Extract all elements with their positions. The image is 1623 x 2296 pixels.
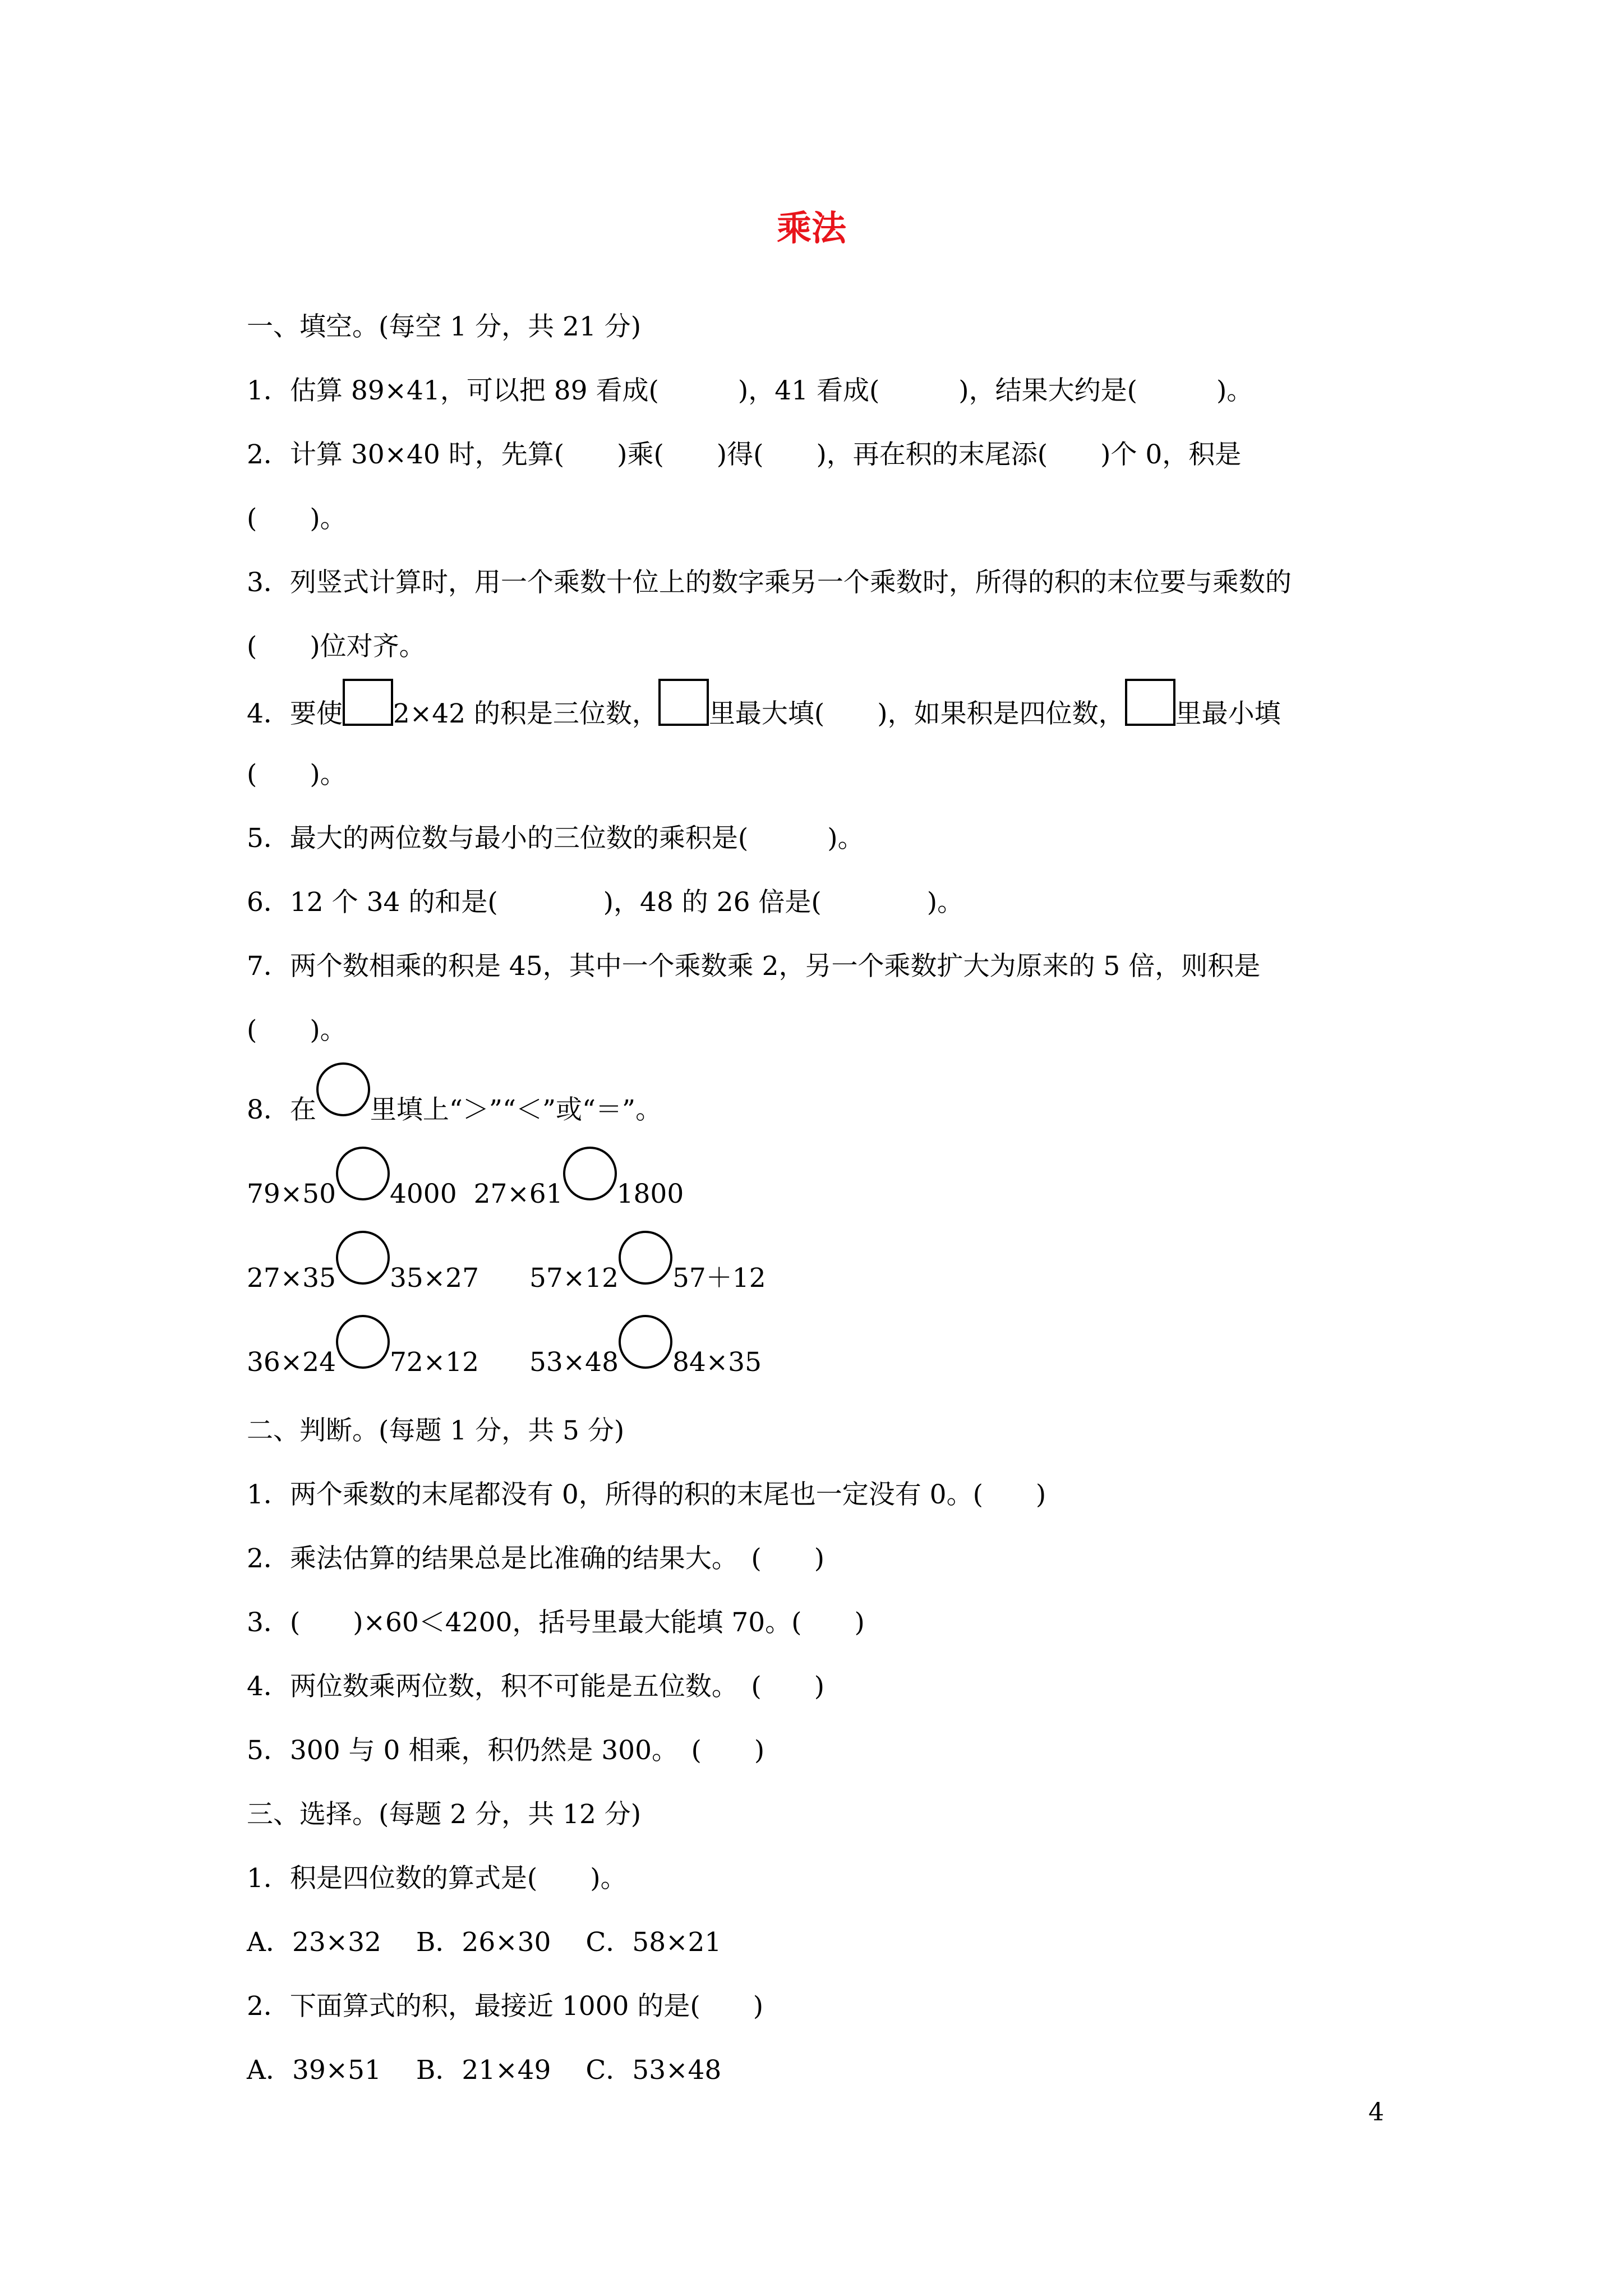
fill-question-4 xyxy=(247,679,1391,743)
compare-right: 35×27 xyxy=(390,1263,479,1294)
fill-question-3-cont: ( )位对齐。 xyxy=(247,631,426,662)
page-number: 4 xyxy=(1368,2098,1384,2127)
fill-question-4-cont: ( )。 xyxy=(247,759,347,790)
fill-question-5: 5．最大的两位数与最小的三位数的乘积是( )。 xyxy=(247,823,864,854)
q4-text-b: 2×42 的积是三位数， xyxy=(393,698,658,729)
judge-item-2: 2．乘法估算的结果总是比准确的结果大。 ( ) xyxy=(247,1543,825,1574)
section-fill-heading: 一、填空。(每空 1 分，共 21 分) xyxy=(247,311,642,342)
page-title: 乘法 xyxy=(776,208,846,249)
fill-question-2: 2．计算 30×40 时，先算( )乘( )得( )，再在积的末尾添( )个 0，积是 xyxy=(247,439,1242,470)
compare-left: 27×35 xyxy=(247,1263,336,1294)
section-judge-heading: 二、判断。(每题 1 分，共 5 分) xyxy=(247,1415,625,1446)
q4-text-d: 里最小填 xyxy=(1175,698,1281,729)
section-choice-heading: 三、选择。(每题 2 分，共 12 分) xyxy=(247,1799,642,1830)
compare-left: 27×61 xyxy=(473,1179,563,1209)
compare-circle[interactable] xyxy=(336,1147,390,1200)
judge-item-4: 4．两位数乘两位数，积不可能是五位数。 ( ) xyxy=(247,1671,825,1702)
judge-item-1: 1．两个乘数的末尾都没有 0，所得的积的末尾也一定没有 0。( ) xyxy=(247,1479,1046,1510)
compare-circle[interactable] xyxy=(563,1147,617,1200)
compare-right: 4000 xyxy=(390,1179,457,1209)
compare-row xyxy=(247,1315,1391,1399)
fill-question-2-cont: ( )。 xyxy=(247,503,347,534)
judge-item-3: 3．( )×60＜4200，括号里最大能填 70。( ) xyxy=(247,1607,865,1638)
choice-question-1: 1．积是四位数的算式是( )。 xyxy=(247,1863,627,1894)
compare-right: 72×12 xyxy=(390,1347,479,1378)
q4-text-c: 里最大填( )，如果积是四位数， xyxy=(708,698,1125,729)
compare-right: 1800 xyxy=(616,1179,684,1209)
compare-row xyxy=(247,1147,1391,1231)
fill-question-6: 6．12 个 34 的和是( )，48 的 26 倍是( )。 xyxy=(247,887,964,918)
compare-circle[interactable] xyxy=(619,1231,672,1285)
compare-circle[interactable] xyxy=(336,1231,390,1285)
q8-text-b: 里填上“＞”“＜”或“＝”。 xyxy=(370,1094,662,1125)
fill-question-3: 3．列竖式计算时，用一个乘数十位上的数字乘另一个乘数时，所得的积的末位要与乘数的 xyxy=(247,567,1292,598)
fill-question-7-cont: ( )。 xyxy=(247,1015,347,1046)
compare-left: 79×50 xyxy=(247,1179,336,1209)
compare-circle[interactable] xyxy=(619,1315,672,1369)
answer-box[interactable] xyxy=(343,679,393,726)
compare-left: 36×24 xyxy=(247,1347,336,1378)
answer-box[interactable] xyxy=(658,679,709,726)
choice-question-1-options: A．23×32 B．26×30 C．58×21 xyxy=(247,1927,722,1958)
compare-row xyxy=(247,1231,1391,1315)
compare-right: 57＋12 xyxy=(672,1263,766,1294)
choice-question-2-options: A．39×51 B．21×49 C．53×48 xyxy=(247,2055,722,2086)
choice-question-2: 2．下面算式的积，最接近 1000 的是( ) xyxy=(247,1991,764,2022)
compare-left: 53×48 xyxy=(529,1347,619,1378)
q8-text-a: 8．在 xyxy=(247,1094,316,1125)
q4-text-a: 4．要使 xyxy=(247,698,343,729)
compare-circle[interactable] xyxy=(336,1315,390,1369)
judge-item-5: 5．300 与 0 相乘，积仍然是 300。 ( ) xyxy=(247,1735,765,1766)
fill-question-8 xyxy=(247,1062,1391,1147)
compare-right: 84×35 xyxy=(672,1347,762,1378)
compare-circle[interactable] xyxy=(316,1062,370,1116)
worksheet-content xyxy=(247,295,1391,2102)
answer-box[interactable] xyxy=(1125,679,1175,726)
fill-question-1: 1．估算 89×41，可以把 89 看成( )，41 看成( )，结果大约是( )。 xyxy=(247,375,1253,406)
fill-question-7: 7．两个数相乘的积是 45，其中一个乘数乘 2，另一个乘数扩大为原来的 5 倍，则积是 xyxy=(247,951,1261,982)
compare-left: 57×12 xyxy=(529,1263,619,1294)
